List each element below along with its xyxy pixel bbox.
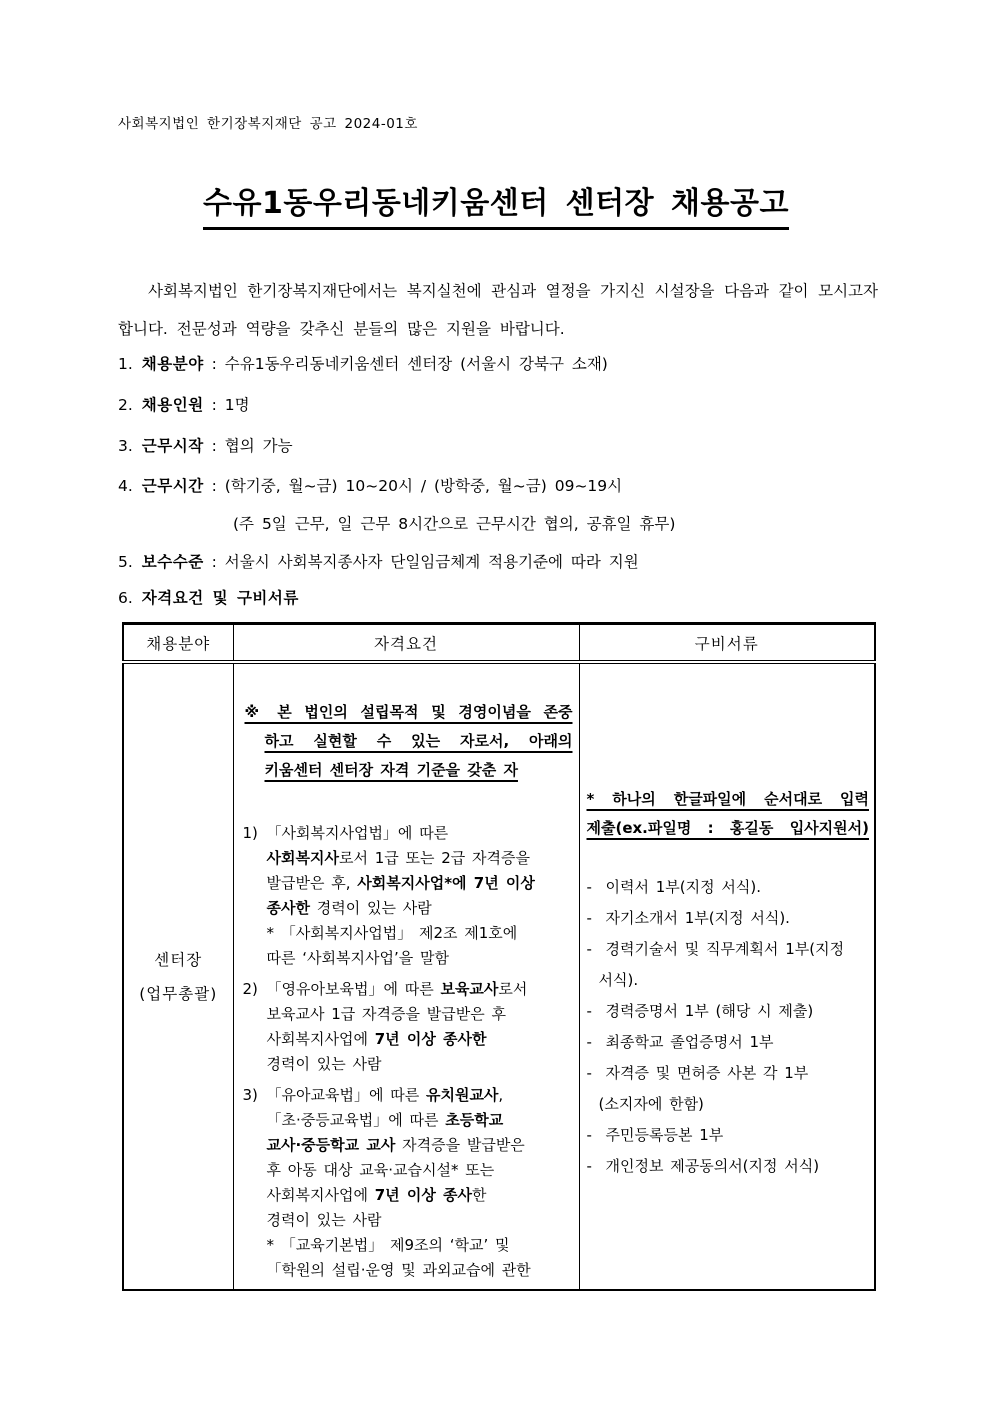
qual-text: 사회복지사업에 xyxy=(266,1186,375,1204)
qual-text-bold: 초등학교 xyxy=(445,1111,504,1129)
qual-footnote: 따른 ‘사회복지사업’을 말함 xyxy=(266,949,449,967)
qual-text-bold: 유치원교사 xyxy=(425,1086,499,1104)
item-label: 근무시간 xyxy=(141,477,204,495)
document-text: 자기소개서 1부(지정 서식). xyxy=(605,909,790,927)
qual-text-bold: 사회복지사 xyxy=(266,849,339,867)
column-header-documents: 구비서류 xyxy=(579,624,875,663)
document-list-item xyxy=(587,1151,870,1182)
item-number: 5. xyxy=(118,553,133,571)
item-number: 1. xyxy=(118,355,133,373)
documents-note xyxy=(587,785,870,843)
qual-text-bold: 7년 이상 종사 xyxy=(374,1186,473,1204)
document-text: 이력서 1부(지정 서식). xyxy=(605,878,761,896)
item-value: 협의 가능 xyxy=(224,437,293,455)
item-label: 자격요건 및 구비서류 xyxy=(141,589,299,607)
title-wrap xyxy=(0,178,992,230)
qual-text: 「영유아보육법」에 따른 xyxy=(266,980,441,998)
qualification-note xyxy=(243,698,573,785)
list-item-work-hours xyxy=(118,474,622,496)
role-subtitle: (업무총괄) xyxy=(139,984,218,1003)
list-item-start-date xyxy=(118,434,293,456)
intro-paragraph: 사회복지법인 한기장복지재단에서는 복지실천에 관심과 열정을 가지신 시설장을 다음과 같이 모시고자 합니다. 전문성과 역량을 갖추신 분들의 많은 지원을 바랍니다. xyxy=(118,282,878,338)
document-text: 최종학교 졸업증명서 1부 xyxy=(605,1033,774,1051)
document-list-item xyxy=(587,903,870,934)
item-number: 3. xyxy=(118,437,133,455)
dash-bullet: - xyxy=(586,878,592,896)
cell-role xyxy=(123,662,233,1290)
qualification-item-1 xyxy=(243,821,573,971)
dash-bullet: - xyxy=(586,1126,592,1144)
document-list-item xyxy=(587,1120,870,1151)
page-title: 수유1동우리동네키움센터 센터장 채용공고 xyxy=(203,178,789,230)
qual-text-bold: 종사한 xyxy=(266,899,310,917)
qual-text: 「초·중등교육법」에 따른 xyxy=(266,1111,446,1129)
document-text-continued: 서식). xyxy=(598,971,639,989)
list-item-recruit-field xyxy=(118,352,608,374)
cell-documents xyxy=(579,662,875,1290)
item-separator: : xyxy=(203,477,225,495)
dash-bullet: - xyxy=(586,940,592,958)
qual-text: 「유아교육법」에 따른 xyxy=(266,1086,426,1104)
qual-text-bold: 7년 이상 종사한 xyxy=(374,1030,487,1048)
document-text: 경력증명서 1부 (해당 시 제출) xyxy=(605,1002,814,1020)
item-label: 근무시작 xyxy=(141,437,204,455)
qual-text-bold: 사회복지사업*에 7년 이상 xyxy=(357,874,535,892)
qualification-item-2 xyxy=(243,977,573,1077)
document-list-item xyxy=(587,872,870,903)
qual-text: 「사회복지사업법」에 따른 xyxy=(266,824,449,842)
qual-footnote: * 「교육기본법」 제9조의 ‘학교’ 및 xyxy=(266,1236,510,1254)
cell-qualification xyxy=(233,662,579,1290)
document-number: 사회복지법인 한기장복지재단 공고 2024-01호 xyxy=(118,116,418,132)
item-separator: : xyxy=(203,396,225,414)
column-header-field: 채용분야 xyxy=(123,624,233,663)
qual-text: 로서 xyxy=(498,980,528,998)
list-item-headcount xyxy=(118,393,250,415)
documents-note-line: * 하나의 한글파일에 순서대로 입력 xyxy=(586,790,869,808)
document-list-item xyxy=(587,1058,870,1089)
item-value: 서울시 사회복지종사자 단일임금체계 적용기준에 따라 지원 xyxy=(224,553,639,571)
qualification-note-line: ※ 본 법인의 설립목적 및 경영이념을 존중 xyxy=(244,703,573,721)
item-label: 채용분야 xyxy=(141,355,204,373)
table-body-row xyxy=(123,662,875,1290)
item-value: 수유1동우리동네키움센터 센터장 (서울시 강북구 소재) xyxy=(224,355,608,373)
item-label: 채용인원 xyxy=(141,396,204,414)
item-number: 4. xyxy=(118,477,133,495)
column-header-qualification: 자격요건 xyxy=(233,624,579,663)
document-text: 경력기술서 및 직무계획서 1부(지정 xyxy=(605,940,845,958)
qual-text: , xyxy=(498,1086,504,1104)
qualification-note-line: 하고 실현할 수 있는 자로서, 아래의 xyxy=(264,732,573,750)
item-separator: : xyxy=(203,355,225,373)
dash-bullet: - xyxy=(586,1064,592,1082)
item-label: 보수수준 xyxy=(141,553,204,571)
item-number: 2. xyxy=(118,396,133,414)
document-text: 개인정보 제공동의서(지정 서식) xyxy=(605,1157,820,1175)
documents-note-line: 제출(ex.파일명 : 홍길동 입사지원서) xyxy=(586,819,869,837)
qualification-item-3 xyxy=(243,1083,573,1283)
qual-text: 한 xyxy=(472,1186,487,1204)
qual-text: 자격증을 발급받은 xyxy=(395,1136,525,1154)
qual-text: 경력이 있는 사람 xyxy=(309,899,432,917)
qualification-note-line: 키움센터 센터장 자격 기준을 갖춘 자 xyxy=(264,761,518,779)
list-item-work-hours-note: (주 5일 근무, 일 근무 8시간으로 근무시간 협의, 공휴일 휴무) xyxy=(233,515,676,533)
role-title: 센터장 xyxy=(154,950,203,969)
dash-bullet: - xyxy=(586,1002,592,1020)
qual-text: 경력이 있는 사람 xyxy=(266,1055,382,1073)
qual-text: 사회복지사업에 xyxy=(266,1030,375,1048)
item-value: (학기중, 월~금) 10~20시 / (방학중, 월~금) 09~19시 xyxy=(224,477,623,495)
qual-text: 로서 1급 또는 2급 자격증을 xyxy=(338,849,531,867)
dash-bullet: - xyxy=(586,909,592,927)
document-text-continued: (소지자에 한함) xyxy=(598,1095,704,1113)
item-value: 1명 xyxy=(224,396,250,414)
qual-item-number: 1) xyxy=(242,824,258,842)
document-list-item xyxy=(587,1027,870,1058)
qual-text: 경력이 있는 사람 xyxy=(266,1211,382,1229)
table-header-row xyxy=(123,624,875,663)
document-list-item xyxy=(587,934,870,965)
qual-text: 보육교사 1급 자격증을 발급받은 후 xyxy=(266,1005,506,1023)
qual-footnote: * 「사회복지사업법」 제2조 제1호에 xyxy=(266,924,518,942)
document-text: 자격증 및 면허증 사본 각 1부 xyxy=(605,1064,809,1082)
list-item-requirements xyxy=(118,586,299,608)
document-text: 주민등록등본 1부 xyxy=(605,1126,724,1144)
qual-item-number: 3) xyxy=(242,1086,258,1104)
item-number: 6. xyxy=(118,589,133,607)
qual-item-number: 2) xyxy=(242,980,258,998)
item-separator: : xyxy=(203,553,225,571)
list-item-salary xyxy=(118,550,639,572)
qual-text: 발급받은 후, xyxy=(266,874,358,892)
qual-footnote: 「학원의 설립·운영 및 과외교습에 관한 xyxy=(266,1261,531,1279)
dash-bullet: - xyxy=(586,1157,592,1175)
qual-text: 후 아동 대상 교육·교습시설* 또는 xyxy=(266,1161,495,1179)
requirements-table xyxy=(122,622,876,1291)
item-separator: : xyxy=(203,437,225,455)
qual-text-bold: 교사·중등학교 교사 xyxy=(266,1136,396,1154)
dash-bullet: - xyxy=(586,1033,592,1051)
qual-text-bold: 보육교사 xyxy=(440,980,499,998)
document-list-item xyxy=(587,996,870,1027)
